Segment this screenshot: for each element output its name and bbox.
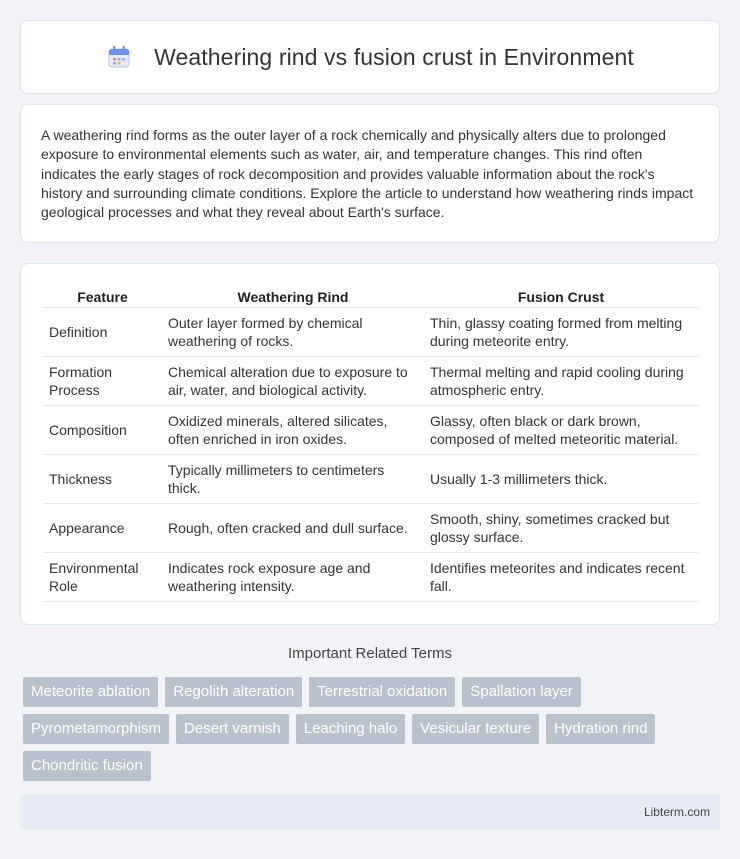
intro-card — [20, 104, 720, 243]
related-term-tag[interactable]: Hydration rind — [546, 714, 655, 744]
table-row — [43, 308, 698, 357]
table-row — [43, 406, 698, 455]
fusion-crust-cell: Thin, glassy coating formed from melting during meteorite entry. — [424, 308, 698, 357]
intro-paragraph: A weathering rind forms as the outer layer of a rock chemically and physically alters due to prolonged exposure to environmental elements such as water, air, and temperature changes. This rind often indicates the early stages of rock decomposition and provides valuable information about the rock's history and surrounding climate conditions. Explore the article to understand how weathering rinds impact geological processes and what they reveal about Earth's surface. — [41, 127, 694, 221]
related-term-tag[interactable]: Terrestrial oxidation — [309, 677, 455, 707]
title-card — [20, 20, 720, 94]
related-term-tag[interactable]: Vesicular texture — [412, 714, 539, 744]
related-terms-list — [23, 677, 723, 788]
weathering-rind-cell: Typically millimeters to centimeters thick. — [162, 455, 424, 504]
column-header-weathering-rind: Weathering Rind — [162, 286, 424, 308]
fusion-crust-cell: Usually 1-3 millimeters thick. — [424, 455, 698, 504]
fusion-crust-cell: Glassy, often black or dark brown, composed of melted meteoritic material. — [424, 406, 698, 455]
table-header-row — [43, 286, 698, 308]
related-term-tag[interactable]: Desert varnish — [176, 714, 289, 744]
comparison-card — [20, 263, 720, 625]
fusion-crust-cell: Identifies meteorites and indicates recent fall. — [424, 553, 698, 602]
table-row — [43, 455, 698, 504]
related-term-tag[interactable]: Meteorite ablation — [23, 677, 158, 707]
weathering-rind-cell: Outer layer formed by chemical weathering of rocks. — [162, 308, 424, 357]
related-term-tag[interactable]: Regolith alteration — [165, 677, 302, 707]
feature-cell: Formation Process — [43, 357, 162, 406]
feature-cell: Environmental Role — [43, 553, 162, 602]
page-title: Weathering rind vs fusion crust in Environment — [154, 43, 634, 70]
fusion-crust-cell: Smooth, shiny, sometimes cracked but glossy surface. — [424, 504, 698, 553]
feature-cell: Thickness — [43, 455, 162, 504]
feature-cell: Composition — [43, 406, 162, 455]
weathering-rind-cell: Rough, often cracked and dull surface. — [162, 504, 424, 553]
comparison-table — [43, 286, 698, 602]
related-term-tag[interactable]: Chondritic fusion — [23, 751, 151, 781]
weathering-rind-cell: Chemical alteration due to exposure to air, water, and biological activity. — [162, 357, 424, 406]
weathering-rind-cell: Indicates rock exposure age and weathering intensity. — [162, 553, 424, 602]
related-term-tag[interactable]: Spallation layer — [462, 677, 581, 707]
related-term-tag[interactable]: Leaching halo — [296, 714, 405, 744]
weathering-rind-cell: Oxidized minerals, altered silicates, often enriched in iron oxides. — [162, 406, 424, 455]
footer — [20, 795, 720, 829]
table-row — [43, 357, 698, 406]
feature-cell: Definition — [43, 308, 162, 357]
table-row — [43, 504, 698, 553]
column-header-fusion-crust: Fusion Crust — [424, 286, 698, 308]
table-row — [43, 553, 698, 602]
fusion-crust-cell: Thermal melting and rapid cooling during atmospheric entry. — [424, 357, 698, 406]
footer-site-link[interactable]: Libterm.com — [643, 805, 710, 819]
column-header-feature: Feature — [43, 286, 162, 308]
feature-cell: Appearance — [43, 504, 162, 553]
related-term-tag[interactable]: Pyrometamorphism — [23, 714, 169, 744]
calendar-icon — [106, 44, 132, 70]
related-terms-title: Important Related Terms — [288, 645, 452, 662]
